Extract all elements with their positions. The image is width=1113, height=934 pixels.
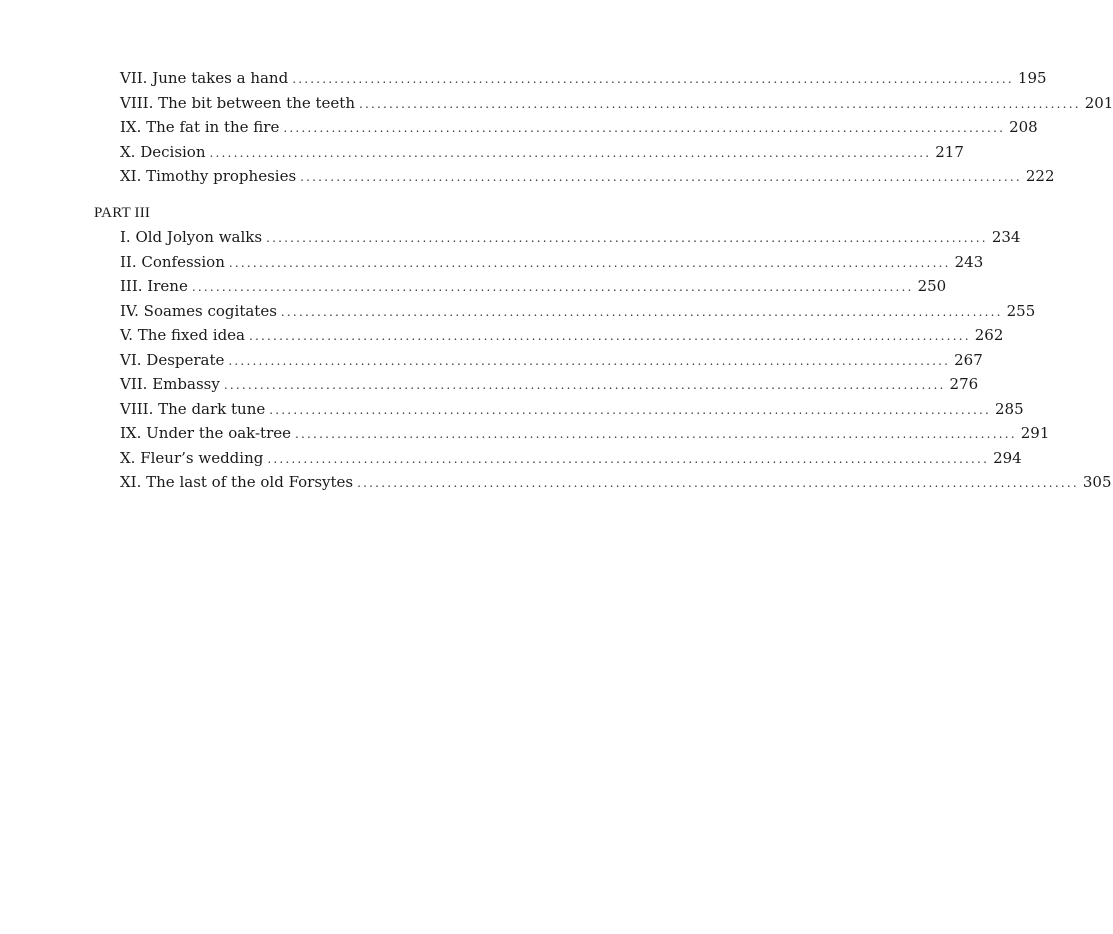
dot-leader: ........................................................................................................................ xyxy=(295,427,1017,441)
toc-entry-page: 201 xyxy=(1084,93,1113,112)
toc-entry-page: 291 xyxy=(1020,424,1050,442)
toc-entry[interactable] xyxy=(120,164,1055,189)
dot-leader: ........................................................................................................................ xyxy=(292,72,1014,86)
toc-entry[interactable] xyxy=(120,470,1112,495)
toc-entry[interactable] xyxy=(120,323,1004,348)
toc-entry-page: 234 xyxy=(991,228,1021,246)
toc-entry[interactable] xyxy=(120,274,947,299)
toc-section-continued xyxy=(94,66,1113,189)
toc-entry[interactable] xyxy=(120,115,1038,140)
toc-entry-page: 222 xyxy=(1025,167,1055,185)
toc-entry-page: 267 xyxy=(954,350,983,369)
table-of-contents xyxy=(94,66,1113,495)
toc-entry-title: VI. Desperate xyxy=(120,350,225,369)
toc-entry-page: 243 xyxy=(954,252,984,271)
dot-leader: ........................................................................................................................ xyxy=(280,304,1003,319)
toc-entry[interactable] xyxy=(120,421,1050,446)
toc-entry-page: 305 xyxy=(1082,473,1112,491)
toc-entry[interactable] xyxy=(120,372,979,397)
toc-entry-title: XI. The last of the old Forsytes xyxy=(120,473,354,491)
toc-entry-title: VIII. The bit between the teeth xyxy=(120,93,355,112)
toc-entry[interactable] xyxy=(120,397,1024,422)
toc-entry-title: VII. June takes a hand xyxy=(120,69,289,87)
toc-entry-title: XI. Timothy prophesies xyxy=(120,167,297,185)
dot-leader: ........................................................................................................................ xyxy=(228,255,951,270)
dot-leader: ........................................................................................................................ xyxy=(191,280,914,294)
toc-entry[interactable] xyxy=(120,140,964,165)
toc-entry-title: VIII. The dark tune xyxy=(120,399,266,418)
toc-entry[interactable] xyxy=(120,66,1047,91)
toc-entry-page: 217 xyxy=(935,142,964,161)
dot-leader: ........................................................................................................................ xyxy=(300,170,1022,184)
toc-entry-title: IV. Soames cogitates xyxy=(120,301,277,320)
toc-entry-page: 262 xyxy=(974,326,1004,344)
dot-leader: ........................................................................................................................ xyxy=(209,145,932,160)
toc-entry-title: II. Confession xyxy=(120,252,225,271)
toc-entry-page: 294 xyxy=(993,448,1022,467)
toc-entry[interactable] xyxy=(120,446,1022,471)
toc-entry[interactable] xyxy=(120,348,983,373)
dot-leader: ........................................................................................................................ xyxy=(267,451,990,466)
toc-entry-title: VII. Embassy xyxy=(120,375,220,393)
dot-leader: ........................................................................................................................ xyxy=(266,231,988,245)
dot-leader: ........................................................................................................................ xyxy=(283,121,1006,135)
toc-entry-page: 208 xyxy=(1009,118,1038,136)
toc-entry-title: X. Fleur’s wedding xyxy=(120,448,264,467)
toc-entry[interactable] xyxy=(120,91,1113,116)
toc-entry-page: 285 xyxy=(995,399,1024,418)
part-heading: PART III xyxy=(94,204,151,221)
dot-leader: ........................................................................................................................ xyxy=(228,353,951,368)
toc-entry-page: 255 xyxy=(1006,301,1036,320)
toc-section-part-3 xyxy=(94,225,1112,495)
dot-leader: ........................................................................................................................ xyxy=(358,96,1081,111)
dot-leader: ........................................................................................................................ xyxy=(223,378,946,392)
toc-entry-title: X. Decision xyxy=(120,142,206,161)
toc-entry[interactable] xyxy=(120,250,984,275)
toc-entry-page: 250 xyxy=(917,277,947,295)
dot-leader: ........................................................................................................................ xyxy=(249,329,971,343)
toc-entry-title: IX. The fat in the fire xyxy=(120,118,280,136)
toc-entry-title: V. The fixed idea xyxy=(120,326,245,344)
toc-entry-page: 276 xyxy=(949,375,979,393)
toc-entry-title: III. Irene xyxy=(120,277,188,295)
dot-leader: ........................................................................................................................ xyxy=(357,476,1079,490)
toc-entry-title: I. Old Jolyon walks xyxy=(120,228,263,246)
dot-leader: ........................................................................................................................ xyxy=(269,402,991,417)
toc-entry[interactable] xyxy=(120,225,1021,250)
toc-entry[interactable] xyxy=(120,299,1036,324)
toc-entry-title: IX. Under the oak-tree xyxy=(120,424,292,442)
toc-entry-page: 195 xyxy=(1017,69,1047,87)
